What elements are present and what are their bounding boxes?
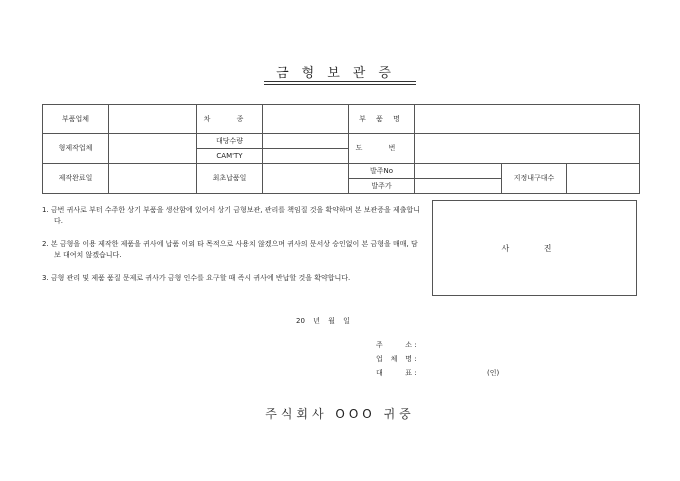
title-underline-bottom: [264, 84, 416, 85]
signature-company: [376, 354, 417, 364]
first-delivery-value: [263, 164, 349, 194]
cam-ty-value: [263, 149, 349, 164]
company-colon: :: [414, 355, 417, 363]
drawing-no-value: [415, 134, 640, 164]
order-no-label: 발주No: [349, 164, 415, 179]
part-name-label: 부 품 명: [349, 105, 415, 134]
drawing-no-label: 도 번: [349, 134, 415, 164]
orderer-label: 발주가: [349, 179, 415, 194]
title-underline-top: [264, 81, 416, 82]
designated-buyer-value: [567, 164, 640, 194]
order-no-value: [415, 164, 502, 179]
date-line: 20 년 월 일: [296, 317, 350, 325]
mold-maker-value: [109, 134, 197, 164]
representative-label: 대 표: [376, 369, 412, 377]
table-row: [43, 164, 640, 179]
parts-company-label: 부품업체: [43, 105, 109, 134]
company-label: 업 체 명: [376, 355, 412, 363]
clause-2: 2. 본 금형을 이용 제작한 제품을 귀사에 납품 이외 타 목적으로 사용치 않겠으며 귀사의 문서상 승인없이 본 금형을 매매, 담보 대여치 않겠습니다.: [42, 240, 418, 259]
clause-1: 1. 금번 귀사로 부터 수주한 상기 부품을 생산함에 있어서 상기 금형보관, 관리를 책임질 것을 확약하며 본 보관증을 제출합니다.: [42, 206, 421, 225]
representative-colon: :: [414, 369, 417, 377]
orderer-value: [415, 179, 502, 194]
table-row: [43, 105, 640, 134]
mold-maker-label: 형제작업체: [43, 134, 109, 164]
document-title: 금형보관증: [276, 66, 404, 81]
address-colon: :: [414, 341, 417, 349]
designated-buyer-label: 지정내구대수: [502, 164, 567, 194]
first-delivery-label: 최초납품일: [197, 164, 263, 194]
mold-info-table: [42, 104, 640, 194]
car-model-value: [263, 105, 349, 134]
completion-date-label: 제작완료일: [43, 164, 109, 194]
clause-list: [42, 205, 422, 296]
cam-ty-label: CAM'TY: [197, 149, 263, 164]
signature-representative: [376, 368, 417, 378]
applicable-qty-label: 대당수량: [197, 134, 263, 149]
photo-box: [432, 200, 637, 296]
table-row: [43, 134, 640, 149]
part-name-value: [415, 105, 640, 134]
photo-label: 사 진: [501, 243, 568, 253]
signature-address: [376, 340, 417, 350]
parts-company-value: [109, 105, 197, 134]
clause-3: 3. 금형 관리 및 제품 품질 문제로 귀사가 금형 인수를 요구할 때 즉시 귀사에 반납할 것을 확약합니다.: [42, 274, 351, 282]
completion-date-value: [109, 164, 197, 194]
seal-mark: (인): [487, 369, 500, 377]
applicable-qty-value: [263, 134, 349, 149]
address-label: 주 소: [376, 341, 412, 349]
recipient-line: 주식회사 OOO 귀중: [265, 407, 415, 421]
car-model-label: 차 종: [197, 105, 263, 134]
